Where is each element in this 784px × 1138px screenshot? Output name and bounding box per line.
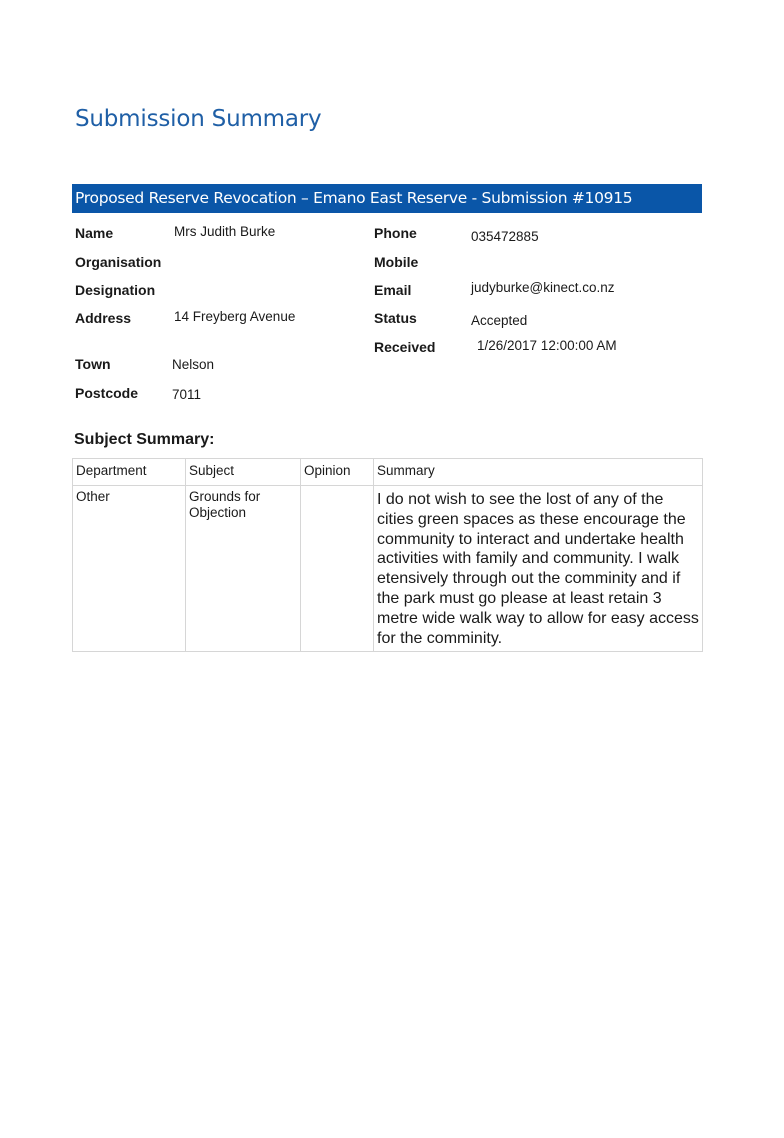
organisation-label: Organisation (75, 254, 162, 270)
received-value: 1/26/2017 12:00:00 AM (477, 338, 617, 353)
department-cell: Other (73, 486, 186, 652)
column-header-subject: Subject (186, 459, 301, 486)
mobile-label: Mobile (374, 254, 419, 270)
phone-label: Phone (374, 225, 417, 241)
subject-summary-title: Subject Summary: (74, 431, 215, 448)
town-label: Town (75, 356, 111, 372)
address-label: Address (75, 310, 132, 326)
name-label: Name (75, 225, 114, 241)
subject-cell: Grounds for Objection (186, 486, 301, 652)
summary-cell: I do not wish to see the lost of any of the cities green spaces as these encourage the community to interact and undertake health activities with family and community. I walk etensively through out the comminity and if the park must go please at least retain 3 metre wide walk way to allow for easy access for the comminity. (374, 486, 703, 652)
phone-value: 035472885 (471, 229, 539, 244)
status-badge: Accepted (471, 313, 528, 328)
column-header-department: Department (73, 459, 186, 486)
address-value: 14 Freyberg Avenue (174, 309, 296, 324)
table-row (73, 486, 703, 652)
email-label: Email (374, 282, 412, 298)
postcode-label: Postcode (75, 385, 139, 401)
received-label: Received (374, 339, 436, 355)
town-value: Nelson (172, 357, 215, 372)
column-header-opinion: Opinion (301, 459, 374, 486)
designation-label: Designation (75, 282, 156, 298)
subject-summary-table (72, 458, 703, 652)
name-value: Mrs Judith Burke (174, 224, 276, 239)
page-title: Submission Summary (75, 106, 322, 132)
opinion-cell (301, 486, 374, 652)
status-label: Status (374, 310, 417, 326)
submission-banner: Proposed Reserve Revocation – Emano East Reserve - Submission #10915 (72, 184, 702, 213)
table-header-row (73, 459, 703, 486)
email-value: judyburke@kinect.co.nz (471, 280, 615, 295)
postcode-value: 7011 (172, 387, 202, 402)
column-header-summary: Summary (374, 459, 703, 486)
